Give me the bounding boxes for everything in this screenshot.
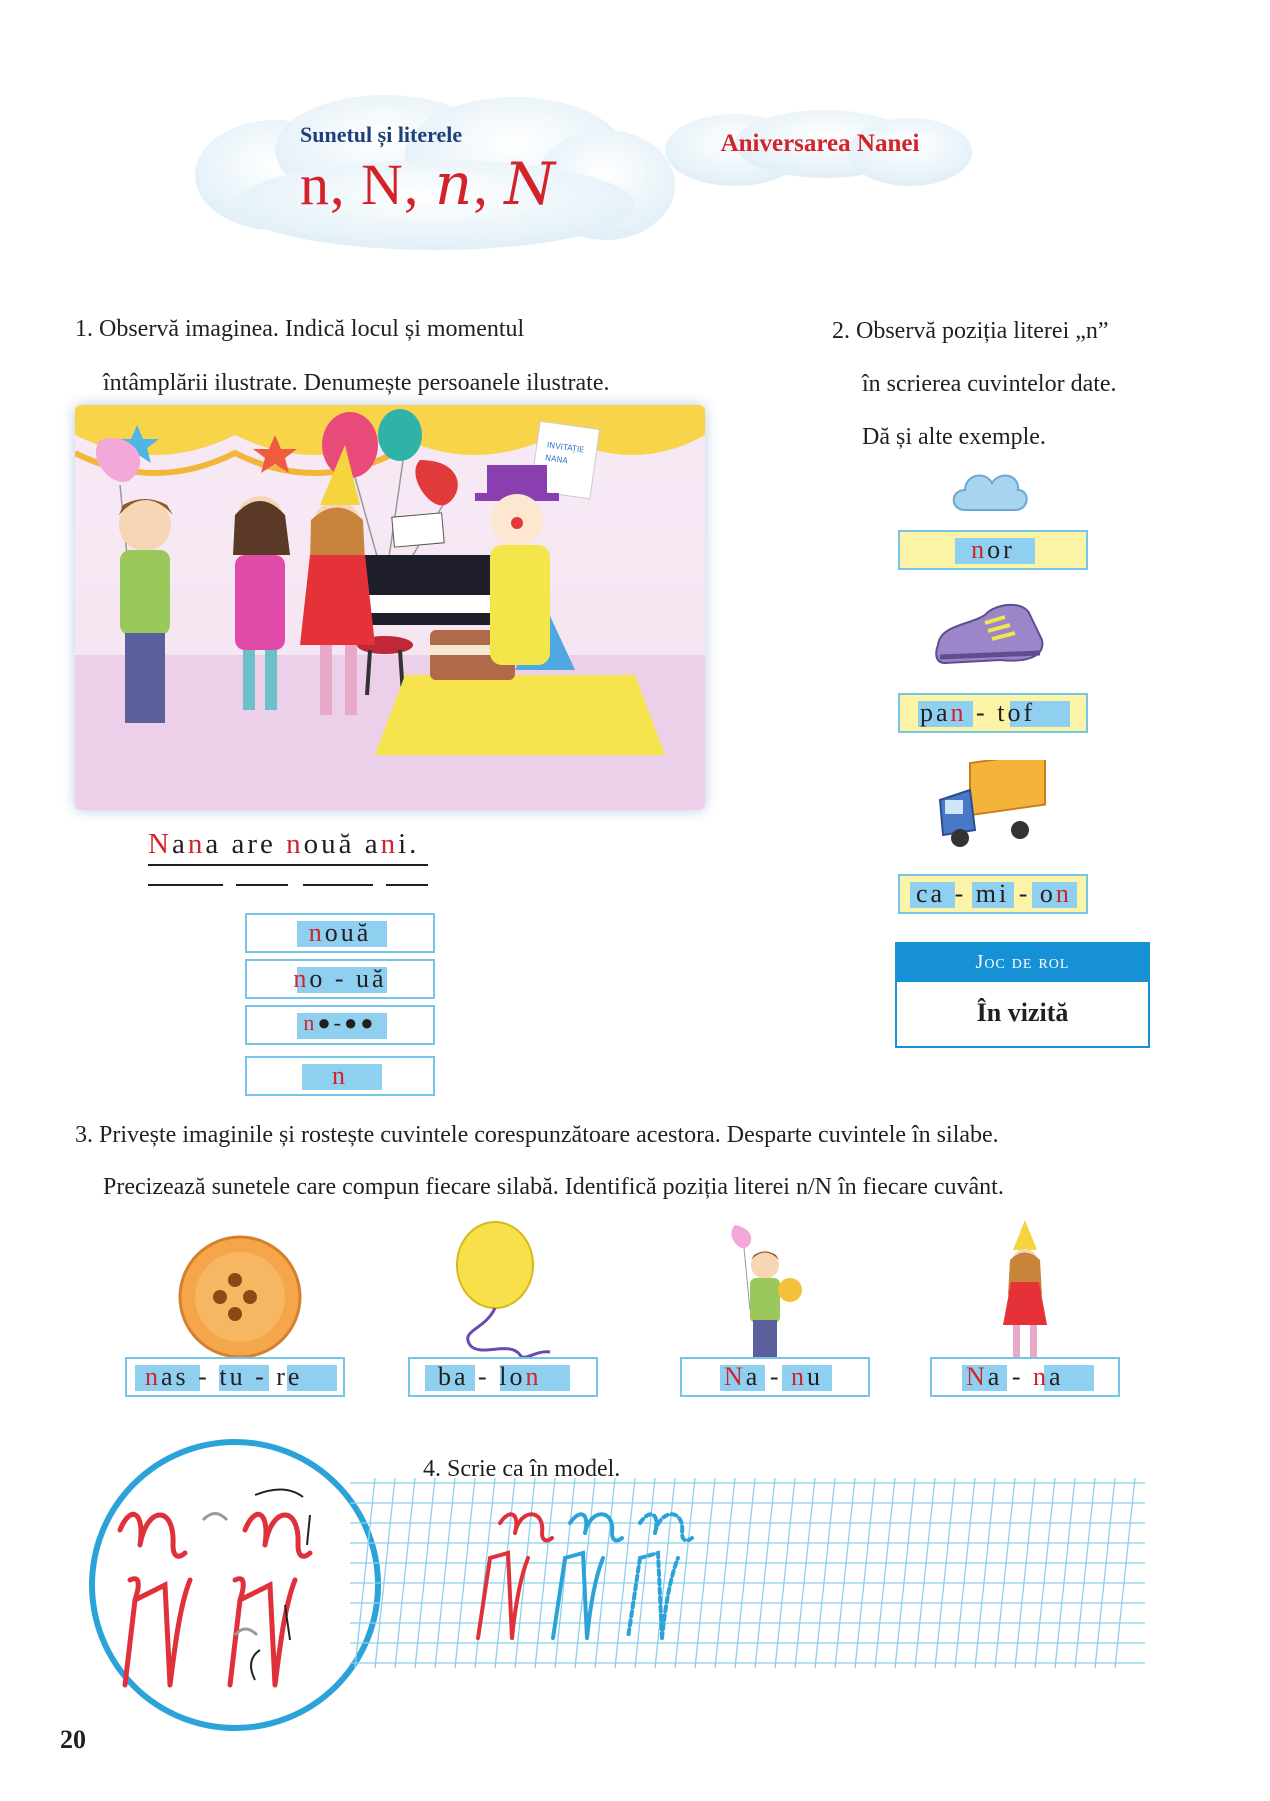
example-sentence xyxy=(148,828,419,861)
ex2-instruction-line3: Dă și alte exemple. xyxy=(862,424,1046,450)
syllable: pa xyxy=(920,698,951,727)
analysis-red: n xyxy=(303,1010,318,1035)
syllable: u xyxy=(807,1362,823,1391)
syllable: as xyxy=(161,1362,189,1391)
syllable-red: n xyxy=(950,698,967,727)
birthday-party-illustration xyxy=(75,405,705,810)
analysis-rest: ouă xyxy=(324,918,372,947)
analysis-rest: ●-●● xyxy=(317,1010,377,1035)
syllable: a xyxy=(1049,1362,1064,1391)
truck-picture xyxy=(935,760,1050,850)
syllable: tof xyxy=(997,698,1036,727)
sentence-scheme-lines xyxy=(148,860,438,900)
letters-print: n, N, xyxy=(300,152,435,217)
handwriting-model-circle xyxy=(85,1435,385,1735)
syllable: a xyxy=(745,1362,761,1391)
analysis-syllables-box xyxy=(245,959,435,999)
syllable: ba xyxy=(438,1362,469,1391)
analysis-rest: o - uă xyxy=(309,964,387,993)
sentence-part-4: i. xyxy=(398,828,420,860)
ex3-instruction-line2: Precizează sunetele care compun fiecare silabă. Identifică poziția literei n/N în fiecare cuvânt. xyxy=(103,1174,1004,1200)
lesson-letters xyxy=(300,150,556,218)
button-picture xyxy=(175,1232,305,1362)
ex1-instruction-line1: 1. Observă imaginea. Indică locul și momentul xyxy=(75,316,525,342)
syllable: ca xyxy=(916,879,946,908)
letter-script-lower: n xyxy=(434,150,474,218)
sentence-red-3: n xyxy=(286,828,304,860)
sentence-part-2: a are xyxy=(205,828,287,860)
cloud-picture xyxy=(950,465,1030,520)
analysis-word-box xyxy=(245,913,435,953)
syllable-red: n xyxy=(1033,1362,1049,1391)
syllable-red: N xyxy=(724,1362,746,1391)
syllable-red: n xyxy=(791,1362,807,1391)
syllable-red: n xyxy=(1055,879,1072,908)
syllable: tu xyxy=(219,1362,246,1391)
poster-title: INVITAȚIE xyxy=(546,440,585,455)
analysis-letter-box xyxy=(245,1056,435,1096)
ex4-instruction: 4. Scrie ca în model. xyxy=(423,1456,621,1482)
word-rest: or xyxy=(987,535,1015,564)
ex2-instruction-line1: 2. Observă poziția literei „n” xyxy=(832,318,1109,344)
word-red: n xyxy=(971,535,988,564)
boy-picture xyxy=(720,1220,810,1365)
syllable: lo xyxy=(499,1362,526,1391)
syllable-red: n xyxy=(525,1362,542,1391)
ex3-instruction-line1: 3. Privește imaginile și rostește cuvintele corespunzătoare acestora. Desparte cuvintele în silabe. xyxy=(75,1122,999,1148)
analysis-red: n xyxy=(308,918,325,947)
word-box-nor xyxy=(898,530,1088,570)
sentence-red-4: n xyxy=(380,828,399,860)
syllable-red: N xyxy=(966,1362,988,1391)
lesson-theme: Aniversarea Nanei xyxy=(720,130,920,157)
ex2-instruction-line2: în scrierea cuvintelor date. xyxy=(862,371,1117,397)
syllable-red: n xyxy=(145,1362,161,1391)
analysis-red: n xyxy=(293,964,310,993)
letter-script-upper: N xyxy=(504,150,556,218)
syllable: mi xyxy=(975,879,1010,908)
word-box-balon: ba - lon xyxy=(408,1357,598,1397)
sentence-part-1: a xyxy=(171,828,188,860)
word-box-nasture: nas - tu - re xyxy=(125,1357,345,1397)
word-box-camion: ca - mi - on xyxy=(898,874,1088,914)
page-number: 20 xyxy=(60,1725,86,1754)
analysis-red: n xyxy=(332,1061,348,1090)
writing-grid xyxy=(350,1478,1150,1678)
shoe-picture xyxy=(930,595,1050,675)
word-box-nanu: Na - nu xyxy=(680,1357,870,1397)
poster-name: NANA xyxy=(544,453,569,466)
role-play-label: Joc de rol xyxy=(895,942,1150,982)
word-box-pantof: pan - tof xyxy=(898,693,1088,733)
sentence-red-2: n xyxy=(187,828,206,860)
lesson-subtitle: Sunetul și literele xyxy=(300,122,463,147)
balloon-picture xyxy=(440,1220,560,1365)
ex1-instruction-line2: întâmplării ilustrate. Denumește persoanele ilustrate. xyxy=(103,370,610,396)
syllable: re xyxy=(276,1362,303,1391)
girl-picture xyxy=(985,1220,1065,1365)
analysis-sounds-box xyxy=(245,1005,435,1045)
syllable: o xyxy=(1039,879,1056,908)
sentence-part-3: ouă a xyxy=(303,828,381,860)
syllable: a xyxy=(987,1362,1003,1391)
sentence-red-1: N xyxy=(148,828,172,860)
letters-comma: , xyxy=(473,152,505,217)
role-play-title: În vizită xyxy=(895,982,1150,1048)
word-box-nana: Na - na xyxy=(930,1357,1120,1397)
